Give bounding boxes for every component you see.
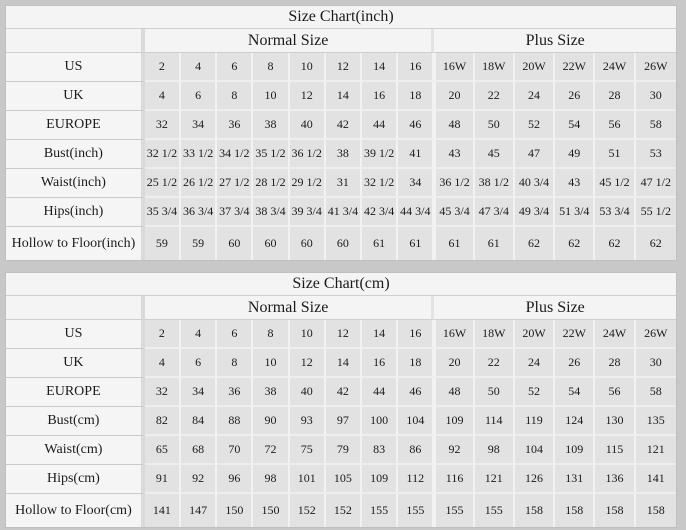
size-cell: 36 <box>217 111 253 140</box>
size-cell: 59 <box>181 227 217 260</box>
normal-size-header: Normal Size <box>145 296 435 320</box>
size-cell: 152 <box>326 494 362 527</box>
size-cell: 62 <box>595 227 635 260</box>
size-cell: 18W <box>475 53 515 82</box>
size-cell: 104 <box>515 436 555 465</box>
size-row <box>6 320 676 349</box>
size-cell: 92 <box>434 436 474 465</box>
size-cell: 53 <box>636 140 676 169</box>
size-cell: 56 <box>595 111 635 140</box>
size-cell: 8 <box>253 320 289 349</box>
size-cell: 158 <box>555 494 595 527</box>
size-row <box>6 140 676 169</box>
size-cell: 29 1/2 <box>290 169 326 198</box>
size-cell: 40 <box>290 111 326 140</box>
size-row <box>6 407 676 436</box>
size-cell: 150 <box>217 494 253 527</box>
size-cell: 32 1/2 <box>362 169 398 198</box>
size-cell: 16 <box>398 320 434 349</box>
row-label-uk: UK <box>6 82 145 111</box>
size-cell: 26 <box>555 349 595 378</box>
size-cell: 42 <box>326 111 362 140</box>
size-cell: 48 <box>434 111 474 140</box>
size-cell: 10 <box>290 320 326 349</box>
size-cell: 48 <box>434 378 474 407</box>
size-cell: 45 1/2 <box>595 169 635 198</box>
size-cell: 22 <box>475 349 515 378</box>
size-cell: 12 <box>326 53 362 82</box>
size-cell: 45 3/4 <box>434 198 474 227</box>
row-label-waist-cm: Waist(cm) <box>6 436 145 465</box>
size-cell: 46 <box>398 378 434 407</box>
size-cell: 30 <box>636 349 676 378</box>
corner-cell <box>6 296 145 320</box>
size-cell: 98 <box>475 436 515 465</box>
size-cell: 31 <box>326 169 362 198</box>
size-cell: 39 3/4 <box>290 198 326 227</box>
size-cell: 14 <box>326 82 362 111</box>
size-cell: 100 <box>362 407 398 436</box>
size-cell: 58 <box>636 111 676 140</box>
size-cell: 116 <box>434 465 474 494</box>
size-cell: 91 <box>145 465 181 494</box>
size-cell: 28 <box>595 349 635 378</box>
size-cell: 36 1/2 <box>434 169 474 198</box>
size-cell: 38 3/4 <box>253 198 289 227</box>
size-cell: 43 <box>555 169 595 198</box>
size-cell: 155 <box>398 494 434 527</box>
size-cell: 155 <box>434 494 474 527</box>
size-cell: 41 3/4 <box>326 198 362 227</box>
size-cell: 68 <box>181 436 217 465</box>
size-cell: 61 <box>362 227 398 260</box>
size-cell: 32 1/2 <box>145 140 181 169</box>
size-cell: 40 3/4 <box>515 169 555 198</box>
size-cell: 26 <box>555 82 595 111</box>
size-row <box>6 198 676 227</box>
size-cell: 152 <box>290 494 326 527</box>
size-cell: 109 <box>362 465 398 494</box>
size-cell: 16W <box>434 320 474 349</box>
size-cell: 96 <box>217 465 253 494</box>
size-cell: 22W <box>555 53 595 82</box>
size-cell: 20 <box>434 82 474 111</box>
size-cell: 119 <box>515 407 555 436</box>
size-cell: 28 1/2 <box>253 169 289 198</box>
size-chart-inch-table <box>5 5 677 261</box>
size-cell: 25 1/2 <box>145 169 181 198</box>
size-cell: 158 <box>595 494 635 527</box>
size-cell: 38 <box>253 111 289 140</box>
size-cell: 158 <box>515 494 555 527</box>
size-cell: 16W <box>434 53 474 82</box>
size-row <box>6 465 676 494</box>
size-cell: 37 3/4 <box>217 198 253 227</box>
size-cell: 47 <box>515 140 555 169</box>
size-cell: 61 <box>434 227 474 260</box>
size-cell: 84 <box>181 407 217 436</box>
size-cell: 24 <box>515 349 555 378</box>
size-cell: 32 <box>145 378 181 407</box>
size-cell: 42 <box>326 378 362 407</box>
title-row <box>6 6 676 29</box>
size-row <box>6 111 676 140</box>
size-cell: 12 <box>290 82 326 111</box>
size-cell: 88 <box>217 407 253 436</box>
size-cell: 8 <box>217 349 253 378</box>
size-cell: 14 <box>362 53 398 82</box>
size-cell: 92 <box>181 465 217 494</box>
size-cell: 16 <box>398 53 434 82</box>
size-cell: 59 <box>145 227 181 260</box>
size-cell: 14 <box>362 320 398 349</box>
size-cell: 130 <box>595 407 635 436</box>
size-cell: 46 <box>398 111 434 140</box>
size-cell: 93 <box>290 407 326 436</box>
size-cell: 4 <box>145 82 181 111</box>
size-cell: 2 <box>145 53 181 82</box>
size-cell: 54 <box>555 111 595 140</box>
size-cell: 35 1/2 <box>253 140 289 169</box>
size-cell: 109 <box>434 407 474 436</box>
group-header-row <box>6 296 676 320</box>
size-cell: 60 <box>326 227 362 260</box>
size-cell: 44 <box>362 378 398 407</box>
size-cell: 79 <box>326 436 362 465</box>
size-row <box>6 378 676 407</box>
size-cell: 105 <box>326 465 362 494</box>
size-cell: 4 <box>145 349 181 378</box>
size-cell: 51 <box>595 140 635 169</box>
size-cell: 41 <box>398 140 434 169</box>
size-cell: 97 <box>326 407 362 436</box>
size-cell: 104 <box>398 407 434 436</box>
table-title-inch: Size Chart(inch) <box>6 6 676 29</box>
row-label-us: US <box>6 53 145 82</box>
size-row <box>6 494 676 527</box>
size-cell: 55 1/2 <box>636 198 676 227</box>
size-cell: 44 3/4 <box>398 198 434 227</box>
normal-size-header: Normal Size <box>145 29 435 53</box>
size-cell: 115 <box>595 436 635 465</box>
size-cell: 56 <box>595 378 635 407</box>
table-title-cm: Size Chart(cm) <box>6 273 676 296</box>
size-cell: 101 <box>290 465 326 494</box>
size-cell: 98 <box>253 465 289 494</box>
size-cell: 16 <box>362 82 398 111</box>
size-cell: 20W <box>515 53 555 82</box>
size-cell: 136 <box>595 465 635 494</box>
size-cell: 131 <box>555 465 595 494</box>
size-cell: 40 <box>290 378 326 407</box>
size-cell: 121 <box>636 436 676 465</box>
size-cell: 27 1/2 <box>217 169 253 198</box>
size-cell: 135 <box>636 407 676 436</box>
size-cell: 26W <box>636 53 676 82</box>
size-cell: 62 <box>636 227 676 260</box>
size-cell: 47 1/2 <box>636 169 676 198</box>
size-cell: 155 <box>362 494 398 527</box>
size-cell: 12 <box>326 320 362 349</box>
size-cell: 2 <box>145 320 181 349</box>
size-cell: 50 <box>475 111 515 140</box>
size-row <box>6 436 676 465</box>
size-cell: 12 <box>290 349 326 378</box>
size-cell: 38 <box>253 378 289 407</box>
size-cell: 47 3/4 <box>475 198 515 227</box>
size-cell: 10 <box>290 53 326 82</box>
size-cell: 141 <box>636 465 676 494</box>
size-cell: 18W <box>475 320 515 349</box>
size-cell: 33 1/2 <box>181 140 217 169</box>
size-cell: 109 <box>555 436 595 465</box>
size-cell: 124 <box>555 407 595 436</box>
size-cell: 20 <box>434 349 474 378</box>
size-cell: 61 <box>398 227 434 260</box>
size-cell: 6 <box>181 349 217 378</box>
size-cell: 6 <box>217 53 253 82</box>
size-cell: 147 <box>181 494 217 527</box>
size-cell: 62 <box>555 227 595 260</box>
size-cell: 75 <box>290 436 326 465</box>
size-cell: 34 <box>398 169 434 198</box>
size-cell: 24W <box>595 320 635 349</box>
size-chart-cm-table <box>5 272 677 528</box>
size-cell: 62 <box>515 227 555 260</box>
size-cell: 34 <box>181 111 217 140</box>
size-cell: 60 <box>290 227 326 260</box>
size-cell: 10 <box>253 349 289 378</box>
row-label-waist-inch: Waist(inch) <box>6 169 145 198</box>
size-cell: 150 <box>253 494 289 527</box>
size-cell: 30 <box>636 82 676 111</box>
size-cell: 36 <box>217 378 253 407</box>
size-cell: 26W <box>636 320 676 349</box>
size-cell: 126 <box>515 465 555 494</box>
size-cell: 44 <box>362 111 398 140</box>
row-label-us: US <box>6 320 145 349</box>
size-cell: 51 3/4 <box>555 198 595 227</box>
row-label-bust-inch: Bust(inch) <box>6 140 145 169</box>
size-cell: 121 <box>475 465 515 494</box>
size-cell: 34 <box>181 378 217 407</box>
row-label-bust-cm: Bust(cm) <box>6 407 145 436</box>
row-label-uk: UK <box>6 349 145 378</box>
size-cell: 20W <box>515 320 555 349</box>
row-label-hips-inch: Hips(inch) <box>6 198 145 227</box>
size-cell: 34 1/2 <box>217 140 253 169</box>
size-cell: 38 <box>326 140 362 169</box>
size-row <box>6 53 676 82</box>
size-cell: 72 <box>253 436 289 465</box>
size-cell: 26 1/2 <box>181 169 217 198</box>
row-label-hollow-to-floor-cm: Hollow to Floor(cm) <box>6 494 145 527</box>
size-cell: 54 <box>555 378 595 407</box>
size-cell: 52 <box>515 378 555 407</box>
size-cell: 10 <box>253 82 289 111</box>
size-cell: 18 <box>398 82 434 111</box>
size-cell: 35 3/4 <box>145 198 181 227</box>
size-cell: 60 <box>217 227 253 260</box>
size-cell: 58 <box>636 378 676 407</box>
size-cell: 14 <box>326 349 362 378</box>
size-cell: 82 <box>145 407 181 436</box>
size-cell: 45 <box>475 140 515 169</box>
size-cell: 8 <box>217 82 253 111</box>
size-cell: 90 <box>253 407 289 436</box>
size-row <box>6 227 676 260</box>
size-cell: 86 <box>398 436 434 465</box>
size-cell: 38 1/2 <box>475 169 515 198</box>
size-cell: 16 <box>362 349 398 378</box>
size-cell: 61 <box>475 227 515 260</box>
size-cell: 18 <box>398 349 434 378</box>
size-cell: 28 <box>595 82 635 111</box>
size-cell: 4 <box>181 320 217 349</box>
row-label-hips-cm: Hips(cm) <box>6 465 145 494</box>
size-row <box>6 169 676 198</box>
size-cell: 36 1/2 <box>290 140 326 169</box>
row-label-hollow-to-floor-inch: Hollow to Floor(inch) <box>6 227 145 260</box>
title-row <box>6 273 676 296</box>
size-cell: 24 <box>515 82 555 111</box>
size-cell: 112 <box>398 465 434 494</box>
size-cell: 6 <box>181 82 217 111</box>
size-table-body <box>6 320 676 527</box>
size-cell: 4 <box>181 53 217 82</box>
size-cell: 39 1/2 <box>362 140 398 169</box>
corner-cell <box>6 29 145 53</box>
size-table-body <box>6 53 676 260</box>
size-cell: 32 <box>145 111 181 140</box>
size-cell: 141 <box>145 494 181 527</box>
plus-size-header: Plus Size <box>434 29 676 53</box>
size-cell: 155 <box>475 494 515 527</box>
size-cell: 49 <box>555 140 595 169</box>
size-row <box>6 82 676 111</box>
size-cell: 49 3/4 <box>515 198 555 227</box>
size-cell: 83 <box>362 436 398 465</box>
size-row <box>6 349 676 378</box>
size-cell: 42 3/4 <box>362 198 398 227</box>
size-cell: 50 <box>475 378 515 407</box>
size-cell: 70 <box>217 436 253 465</box>
size-cell: 65 <box>145 436 181 465</box>
plus-size-header: Plus Size <box>434 296 676 320</box>
group-header-row <box>6 29 676 53</box>
size-cell: 53 3/4 <box>595 198 635 227</box>
size-cell: 36 3/4 <box>181 198 217 227</box>
size-cell: 24W <box>595 53 635 82</box>
size-cell: 22W <box>555 320 595 349</box>
size-cell: 60 <box>253 227 289 260</box>
row-label-europe: EUROPE <box>6 378 145 407</box>
row-label-europe: EUROPE <box>6 111 145 140</box>
size-cell: 8 <box>253 53 289 82</box>
size-cell: 52 <box>515 111 555 140</box>
size-cell: 158 <box>636 494 676 527</box>
size-cell: 22 <box>475 82 515 111</box>
size-cell: 114 <box>475 407 515 436</box>
size-cell: 6 <box>217 320 253 349</box>
size-cell: 43 <box>434 140 474 169</box>
